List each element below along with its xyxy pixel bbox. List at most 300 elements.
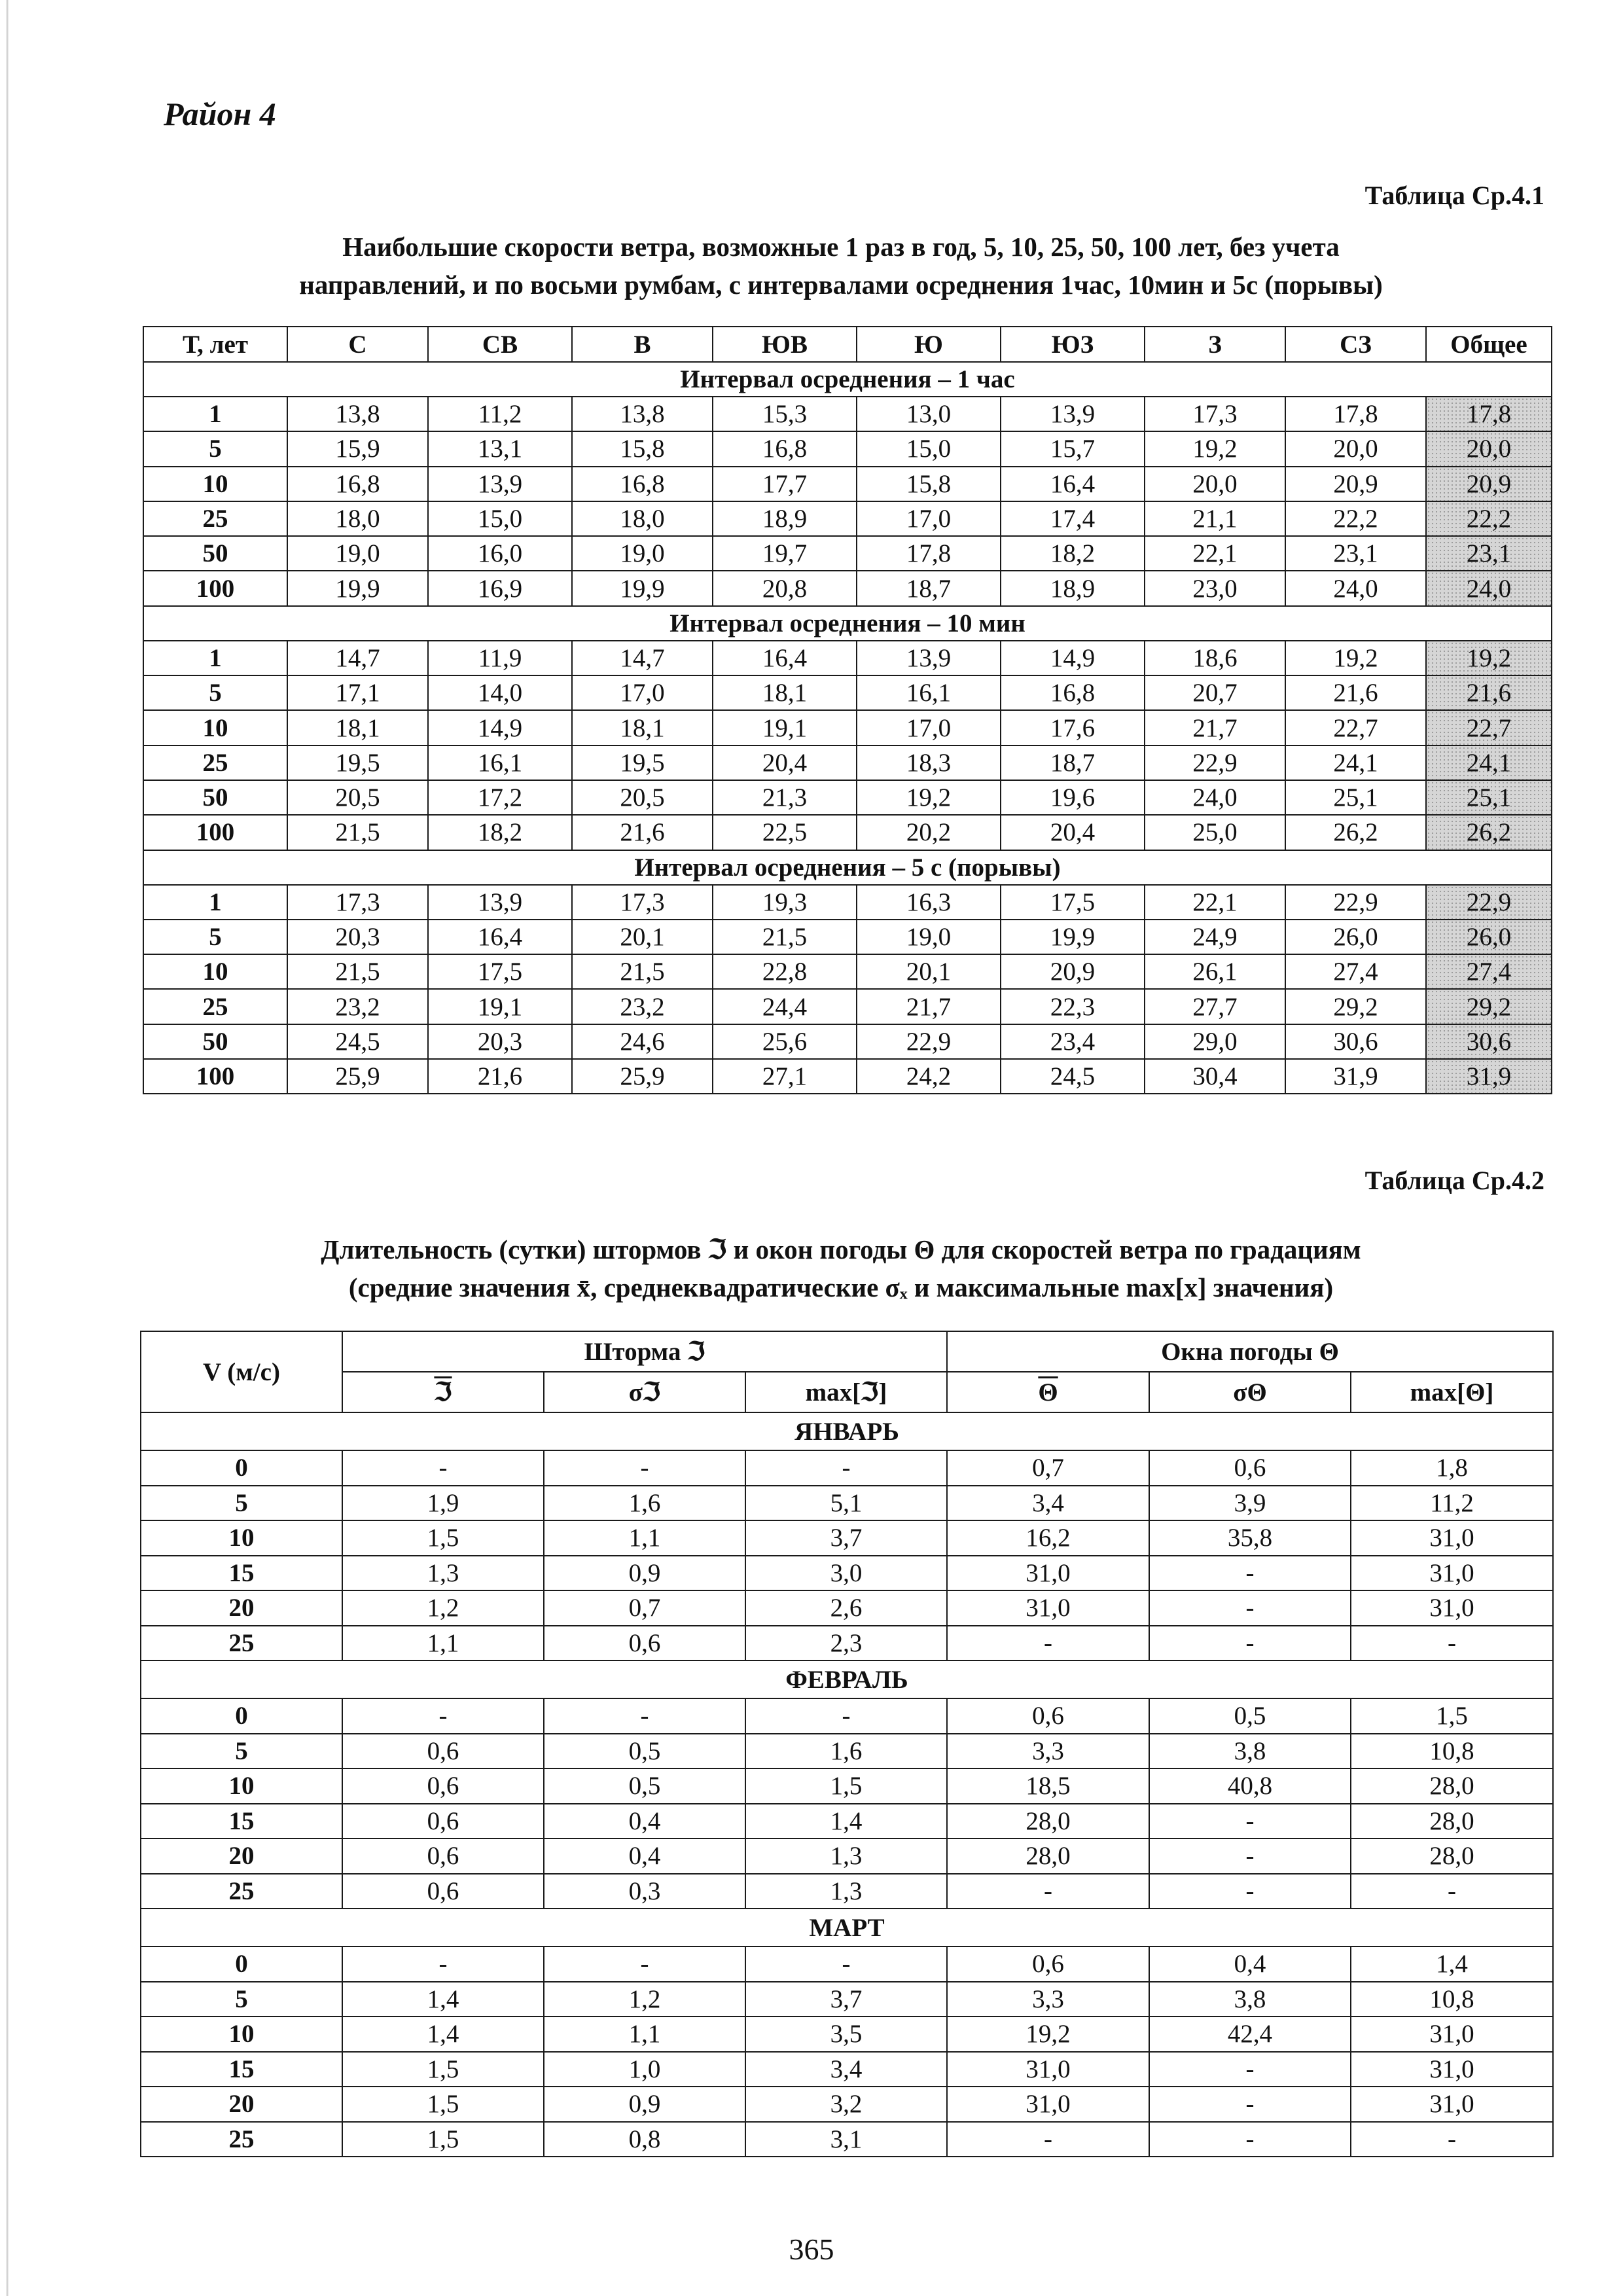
value-cell: 1,3 [342,1556,544,1591]
value-cell: 26,0 [1285,920,1426,954]
value-cell: 27,4 [1426,954,1552,989]
value-cell: 20,2 [857,815,1001,850]
table-row [143,989,1552,1024]
value-cell: 1,3 [745,1874,947,1909]
value-cell: 5,1 [745,1486,947,1521]
value-cell: 18,7 [1001,745,1145,780]
value-cell: 24,0 [1426,571,1552,605]
speed-cell: 15 [141,1556,342,1591]
value-cell: 19,0 [857,920,1001,954]
value-cell: 1,2 [544,1982,745,2017]
value-cell: - [1149,1839,1351,1874]
value-cell: 21,5 [287,815,428,850]
value-cell: 14,9 [1001,641,1145,675]
value-cell: 15,7 [1001,431,1145,466]
table1-caption-line2: направлений, и по восьми румбам, с интервалами осреднения 1час, 10мин и 5с (порывы) [299,270,1383,300]
table-row [141,1804,1553,1839]
value-cell: 31,0 [1351,1520,1553,1556]
sub-header: max[Θ] [1351,1372,1553,1412]
value-cell: - [1351,1874,1553,1909]
value-cell: 0,5 [544,1768,745,1804]
value-cell: 1,3 [745,1839,947,1874]
value-cell: 31,0 [947,1556,1149,1591]
value-cell: 31,9 [1426,1059,1552,1094]
value-cell: 19,5 [572,745,713,780]
value-cell: 15,0 [857,431,1001,466]
value-cell: 18,1 [572,710,713,745]
value-cell: 11,2 [428,397,572,431]
value-cell: 21,6 [428,1059,572,1094]
value-cell: 19,5 [287,745,428,780]
value-cell: 15,8 [572,431,713,466]
value-cell: 16,4 [1001,467,1145,501]
value-cell: 3,2 [745,2087,947,2122]
value-cell: 24,6 [572,1024,713,1059]
period-cell: 1 [143,885,287,920]
value-cell: - [1149,2122,1351,2157]
value-cell: 20,0 [1285,431,1426,466]
weather-windows-group-header: Окна погоды Θ [947,1331,1553,1372]
value-cell: 0,6 [342,1768,544,1804]
table-row [143,885,1552,920]
value-cell: 10,8 [1351,1982,1553,2017]
value-cell: 3,8 [1149,1982,1351,2017]
table-row [141,2087,1553,2122]
speed-cell: 10 [141,1768,342,1804]
value-cell: - [544,1450,745,1486]
value-cell: 3,3 [947,1734,1149,1769]
value-cell: - [1351,1626,1553,1661]
value-cell: 26,2 [1426,815,1552,850]
value-cell: 20,3 [428,1024,572,1059]
value-cell: 30,4 [1145,1059,1285,1094]
value-cell: 17,0 [857,710,1001,745]
value-cell: 28,0 [1351,1804,1553,1839]
value-cell: 20,1 [857,954,1001,989]
value-cell: 31,0 [947,2087,1149,2122]
value-cell: 20,3 [287,920,428,954]
value-cell: 1,4 [342,1982,544,2017]
value-cell: 19,9 [572,571,713,605]
value-cell: 17,7 [713,467,857,501]
value-cell: - [342,1946,544,1982]
table-row [143,1059,1552,1094]
value-cell: 2,3 [745,1626,947,1661]
value-cell: 22,9 [1426,885,1552,920]
value-cell: 28,0 [1351,1768,1553,1804]
value-cell: 20,1 [572,920,713,954]
sub-header: σℑ [544,1372,745,1412]
value-cell: 24,5 [1001,1059,1145,1094]
value-cell: 18,9 [1001,571,1145,605]
value-cell: 13,9 [428,885,572,920]
value-cell: 22,9 [857,1024,1001,1059]
value-cell: 21,3 [713,780,857,815]
value-cell: 18,3 [857,745,1001,780]
value-cell: 23,1 [1426,536,1552,571]
value-cell: 1,2 [342,1590,544,1626]
table2-caption-line2: (средние значения x̄, среднеквадратические σₓ и максимальные max[x] значения) [348,1272,1334,1302]
speed-cell: 5 [141,1982,342,2017]
table-row [141,1486,1553,1521]
value-cell: 30,6 [1426,1024,1552,1059]
value-cell: 25,0 [1145,815,1285,850]
value-cell: 25,6 [713,1024,857,1059]
month-row [141,1909,1553,1946]
value-cell: 18,5 [947,1768,1149,1804]
month-title: ФЕВРАЛЬ [141,1660,1553,1698]
value-cell: 25,9 [572,1059,713,1094]
speed-cell: 0 [141,1698,342,1734]
value-cell: 21,6 [1426,675,1552,710]
column-header: ЮВ [713,327,857,362]
value-cell: 19,7 [713,536,857,571]
value-cell: - [947,2122,1149,2157]
table-row [141,1626,1553,1661]
value-cell: 20,0 [1145,467,1285,501]
period-cell: 25 [143,745,287,780]
value-cell: 16,8 [1001,675,1145,710]
value-cell: 17,5 [428,954,572,989]
value-cell: 17,0 [572,675,713,710]
value-cell: 1,6 [745,1734,947,1769]
period-cell: 1 [143,397,287,431]
section-row [143,850,1552,885]
value-cell: 0,6 [342,1839,544,1874]
value-cell: 0,6 [342,1734,544,1769]
value-cell: 17,0 [857,501,1001,536]
column-header: Общее [1426,327,1552,362]
value-cell: 19,0 [572,536,713,571]
table-row [141,2052,1553,2087]
value-cell: 31,0 [947,2052,1149,2087]
value-cell: 0,4 [544,1839,745,1874]
value-cell: 19,1 [428,989,572,1024]
value-cell: - [544,1946,745,1982]
value-cell: 24,5 [287,1024,428,1059]
table-row [141,1839,1553,1874]
value-cell: 21,6 [572,815,713,850]
value-cell: 26,0 [1426,920,1552,954]
value-cell: 11,2 [1351,1486,1553,1521]
table-row [143,745,1552,780]
table2-label: Таблица Ср.4.2 [1364,1166,1544,1195]
value-cell: 1,5 [1351,1698,1553,1734]
value-cell: 18,2 [1001,536,1145,571]
value-cell: 3,4 [745,2052,947,2087]
value-cell: 20,5 [287,780,428,815]
value-cell: 19,2 [1426,641,1552,675]
value-cell: - [1351,2122,1553,2157]
value-cell: 15,9 [287,431,428,466]
value-cell: - [1149,1626,1351,1661]
value-cell: 13,9 [428,467,572,501]
table-row [143,954,1552,989]
value-cell: 16,4 [713,641,857,675]
value-cell: 1,4 [745,1804,947,1839]
value-cell: 25,1 [1426,780,1552,815]
table-row [143,641,1552,675]
value-cell: 31,9 [1285,1059,1426,1094]
value-cell: 35,8 [1149,1520,1351,1556]
value-cell: 24,1 [1285,745,1426,780]
period-cell: 50 [143,780,287,815]
period-cell: 50 [143,1024,287,1059]
value-cell: 17,4 [1001,501,1145,536]
value-cell: 3,1 [745,2122,947,2157]
value-cell: 31,0 [1351,1556,1553,1591]
section-title: Интервал осреднения – 1 час [143,362,1552,397]
value-cell: - [947,1874,1149,1909]
value-cell: 19,1 [713,710,857,745]
value-cell: 23,2 [287,989,428,1024]
value-cell: 29,2 [1285,989,1426,1024]
value-cell: 0,6 [342,1804,544,1839]
scan-edge-line [7,0,9,2296]
period-cell: 100 [143,571,287,605]
value-cell: 16,0 [428,536,572,571]
value-cell: 21,6 [1285,675,1426,710]
speed-cell: 10 [141,1520,342,1556]
value-cell: 15,8 [857,467,1001,501]
value-cell: 17,8 [857,536,1001,571]
value-cell: 24,4 [713,989,857,1024]
value-cell: 14,7 [572,641,713,675]
column-header: ЮЗ [1001,327,1145,362]
value-cell: - [1149,1874,1351,1909]
value-cell: 20,7 [1145,675,1285,710]
value-cell: 16,8 [713,431,857,466]
value-cell: 14,0 [428,675,572,710]
value-cell: 1,4 [342,2017,544,2052]
value-cell: 17,2 [428,780,572,815]
value-cell: 18,6 [1145,641,1285,675]
value-cell: 13,1 [428,431,572,466]
value-cell: 29,2 [1426,989,1552,1024]
value-cell: 28,0 [947,1839,1149,1874]
value-cell: 13,0 [857,397,1001,431]
value-cell: 20,4 [1001,815,1145,850]
value-cell: 20,4 [713,745,857,780]
value-cell: 0,9 [544,2087,745,2122]
value-cell: 22,9 [1145,745,1285,780]
value-cell: 31,0 [1351,2087,1553,2122]
value-cell: 17,8 [1426,397,1552,431]
value-cell: 1,0 [544,2052,745,2087]
value-cell: - [544,1698,745,1734]
table-row [141,1590,1553,1626]
value-cell: 22,7 [1426,710,1552,745]
value-cell: 19,9 [287,571,428,605]
period-cell: 1 [143,641,287,675]
value-cell: 11,9 [428,641,572,675]
value-cell: 27,4 [1285,954,1426,989]
value-cell: 19,2 [1285,641,1426,675]
value-cell: 0,3 [544,1874,745,1909]
value-cell: 0,5 [1149,1698,1351,1734]
value-cell: 16,4 [428,920,572,954]
value-cell: 13,8 [572,397,713,431]
value-cell: - [947,1626,1149,1661]
speed-cell: 15 [141,1804,342,1839]
table-row [141,1734,1553,1769]
value-cell: 14,7 [287,641,428,675]
section-title: Интервал осреднения – 10 мин [143,606,1552,641]
value-cell: - [1149,1804,1351,1839]
value-cell: 3,7 [745,1520,947,1556]
value-cell: 22,2 [1285,501,1426,536]
value-cell: 20,9 [1001,954,1145,989]
value-cell: 17,3 [572,885,713,920]
month-row [141,1660,1553,1698]
sub-header: $\overline{\Theta}$ [947,1372,1149,1412]
value-cell: 24,0 [1285,571,1426,605]
sub-header: max[ℑ] [745,1372,947,1412]
value-cell: 21,5 [572,954,713,989]
table-row [141,1698,1553,1734]
value-cell: 20,0 [1426,431,1552,466]
value-cell: 3,3 [947,1982,1149,2017]
value-cell: 17,8 [1285,397,1426,431]
value-cell: 22,7 [1285,710,1426,745]
value-cell: 16,1 [428,745,572,780]
speed-cell: 15 [141,2052,342,2087]
table-row [141,1982,1553,2017]
table1-caption-line1: Наибольшие скорости ветра, возможные 1 раз в год, 5, 10, 25, 50, 100 лет, без учета [342,232,1340,262]
table-row [143,1024,1552,1059]
value-cell: 15,0 [428,501,572,536]
value-cell: 14,9 [428,710,572,745]
wind-speed-table [143,326,1552,1094]
value-cell: 22,5 [713,815,857,850]
period-cell: 50 [143,536,287,571]
value-cell: 1,8 [1351,1450,1553,1486]
value-cell: 24,0 [1145,780,1285,815]
period-cell: 5 [143,431,287,466]
value-cell: 29,0 [1145,1024,1285,1059]
value-cell: 19,9 [1001,920,1145,954]
value-cell: 20,5 [572,780,713,815]
sub-header: ℑ [342,1372,544,1412]
table-row [143,501,1552,536]
value-cell: 20,9 [1285,467,1426,501]
value-cell: 28,0 [947,1804,1149,1839]
value-cell: - [342,1450,544,1486]
speed-cell: 5 [141,1486,342,1521]
value-cell: 2,6 [745,1590,947,1626]
value-cell: 18,9 [713,501,857,536]
table-row [143,467,1552,501]
speed-cell: 0 [141,1946,342,1982]
value-cell: 21,7 [857,989,1001,1024]
section-row [143,606,1552,641]
table1-label: Таблица Ср.4.1 [1364,181,1544,210]
value-cell: 23,4 [1001,1024,1145,1059]
table-row [143,397,1552,431]
table1-caption [137,228,1544,304]
period-cell: 10 [143,954,287,989]
value-cell: 25,9 [287,1059,428,1094]
value-cell: 21,1 [1145,501,1285,536]
period-cell: 100 [143,1059,287,1094]
value-cell: 24,2 [857,1059,1001,1094]
value-cell: - [1149,1590,1351,1626]
value-cell: 19,2 [1145,431,1285,466]
value-cell: 16,8 [287,467,428,501]
value-cell: 1,5 [342,1520,544,1556]
value-cell: 3,0 [745,1556,947,1591]
value-cell: 20,9 [1426,467,1552,501]
table-row [141,2122,1553,2157]
value-cell: 13,9 [1001,397,1145,431]
table-row [141,1556,1553,1591]
v-header: V (м/с) [141,1331,342,1412]
speed-cell: 10 [141,2017,342,2052]
value-cell: 15,3 [713,397,857,431]
month-title: ЯНВАРЬ [141,1412,1553,1450]
storms-group-header: Шторма ℑ [342,1331,947,1372]
period-cell: 10 [143,710,287,745]
value-cell: 1,1 [544,2017,745,2052]
value-cell: 25,1 [1285,780,1426,815]
value-cell: 40,8 [1149,1768,1351,1804]
value-cell: 27,7 [1145,989,1285,1024]
value-cell: 17,3 [287,885,428,920]
month-title: МАРТ [141,1909,1553,1946]
table-row [143,431,1552,466]
value-cell: 0,8 [544,2122,745,2157]
speed-cell: 20 [141,1839,342,1874]
value-cell: 17,1 [287,675,428,710]
table-row [143,815,1552,850]
table-row [143,536,1552,571]
value-cell: 0,5 [544,1734,745,1769]
value-cell: 16,8 [572,467,713,501]
value-cell: 18,0 [572,501,713,536]
value-cell: 0,6 [947,1698,1149,1734]
value-cell: 19,0 [287,536,428,571]
value-cell: 1,5 [342,2122,544,2157]
value-cell: 42,4 [1149,2017,1351,2052]
period-cell: 100 [143,815,287,850]
period-cell: 10 [143,467,287,501]
value-cell: 31,0 [1351,1590,1553,1626]
value-cell: 31,0 [1351,2017,1553,2052]
value-cell: 0,4 [1149,1946,1351,1982]
section-title: Интервал осреднения – 5 с (порывы) [143,850,1552,885]
table2-caption [137,1230,1544,1306]
value-cell: 1,6 [544,1486,745,1521]
value-cell: 0,6 [947,1946,1149,1982]
column-header: В [572,327,713,362]
value-cell: 23,1 [1285,536,1426,571]
value-cell: 28,0 [1351,1839,1553,1874]
value-cell: 18,2 [428,815,572,850]
value-cell: 1,1 [544,1520,745,1556]
value-cell: - [745,1450,947,1486]
value-cell: 16,9 [428,571,572,605]
value-cell: 1,4 [1351,1946,1553,1982]
value-cell: 19,6 [1001,780,1145,815]
value-cell: 23,2 [572,989,713,1024]
value-cell: 24,9 [1145,920,1285,954]
value-cell: 3,7 [745,1982,947,2017]
period-cell: 5 [143,675,287,710]
table-row [143,780,1552,815]
table-row [141,1450,1553,1486]
value-cell: 0,6 [342,1874,544,1909]
value-cell: 22,3 [1001,989,1145,1024]
